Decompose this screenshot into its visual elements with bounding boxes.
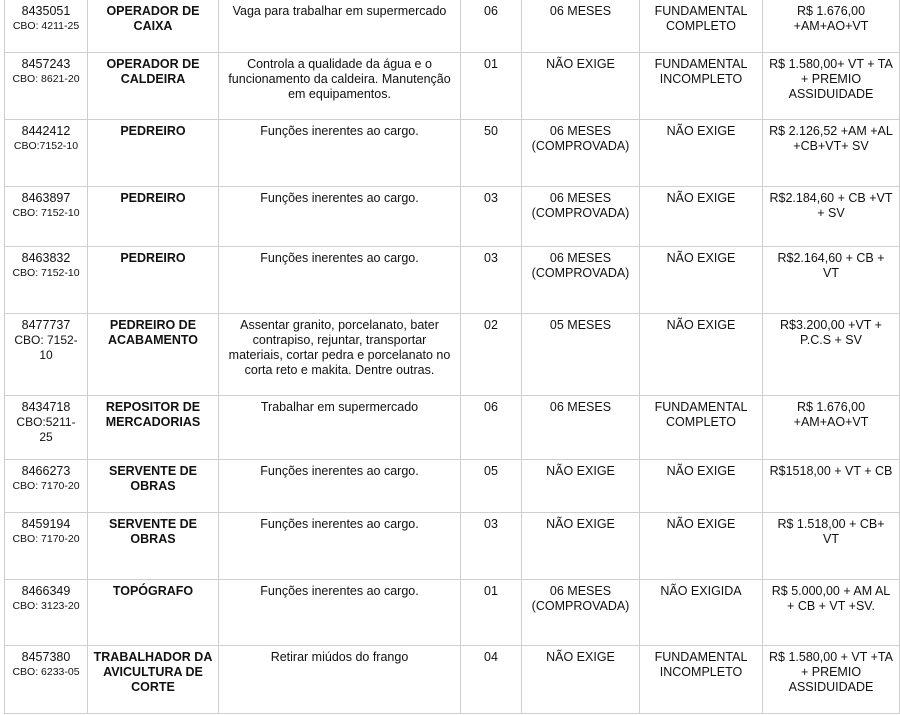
vacancy-code: 8466349 xyxy=(21,584,71,598)
job-title: SERVENTE DE OBRAS xyxy=(88,460,219,513)
education-required: FUNDAMENTAL COMPLETO xyxy=(640,396,763,460)
experience-required: 06 MESES (COMPROVADA) xyxy=(522,187,640,247)
table-row xyxy=(5,460,900,513)
vacancy-code: 8477737 xyxy=(21,318,71,332)
experience-required: 06 MESES (COMPROVADA) xyxy=(522,247,640,314)
cbo-code: CBO: 7152-10 xyxy=(12,267,80,279)
job-title: SERVENTE DE OBRAS xyxy=(88,513,219,580)
vacancy-code: 8434718 xyxy=(21,400,71,414)
table-row xyxy=(5,314,900,396)
vacancy-quantity: 04 xyxy=(461,646,522,714)
table-row xyxy=(5,396,900,460)
job-title: REPOSITOR DE MERCADORIAS xyxy=(88,396,219,460)
vacancy-code-cell xyxy=(5,187,88,247)
vacancy-code-cell xyxy=(5,120,88,187)
job-description: Funções inerentes ao cargo. xyxy=(219,247,461,314)
job-description: Assentar granito, porcelanato, bater contrapiso, rejuntar, transportar materiais, cortar pedra e porcelanato no corta reto e makita. Dentre outras. xyxy=(219,314,461,396)
job-title: OPERADOR DE CAIXA xyxy=(88,0,219,53)
table-row xyxy=(5,120,900,187)
vacancy-quantity: 06 xyxy=(461,396,522,460)
cbo-code: CBO: 4211-25 xyxy=(12,20,80,32)
vacancy-code: 8457243 xyxy=(21,57,71,71)
vacancy-quantity: 05 xyxy=(461,460,522,513)
table-row xyxy=(5,646,900,714)
vacancy-code: 8442412 xyxy=(21,124,71,138)
experience-required: NÃO EXIGE xyxy=(522,646,640,714)
vacancy-code-cell xyxy=(5,513,88,580)
job-description: Funções inerentes ao cargo. xyxy=(219,187,461,247)
education-required: NÃO EXIGIDA xyxy=(640,580,763,646)
table-row xyxy=(5,513,900,580)
vacancy-code: 8463897 xyxy=(21,191,71,205)
job-title: PEDREIRO xyxy=(88,120,219,187)
salary-benefits: R$ 1.676,00 +AM+AO+VT xyxy=(763,396,900,460)
job-description: Funções inerentes ao cargo. xyxy=(219,513,461,580)
salary-benefits: R$ 2.126,52 +AM +AL +CB+VT+ SV xyxy=(763,120,900,187)
job-title: TRABALHADOR DA AVICULTURA DE CORTE xyxy=(88,646,219,714)
education-required: NÃO EXIGE xyxy=(640,314,763,396)
cbo-code: CBO:7152-10 xyxy=(13,140,79,152)
salary-benefits: R$ 1.580,00+ VT + TA + PREMIO ASSIDUIDADE xyxy=(763,53,900,120)
cbo-code: CBO: 7170-20 xyxy=(12,533,80,545)
job-title: TOPÓGRAFO xyxy=(88,580,219,646)
vacancy-code: 8466273 xyxy=(21,464,71,478)
job-description: Funções inerentes ao cargo. xyxy=(219,580,461,646)
salary-benefits: R$2.164,60 + CB + VT xyxy=(763,247,900,314)
education-required: NÃO EXIGE xyxy=(640,187,763,247)
cbo-code: CBO: 7152-10 xyxy=(14,333,78,362)
experience-required: NÃO EXIGE xyxy=(522,460,640,513)
education-required: FUNDAMENTAL COMPLETO xyxy=(640,0,763,53)
vacancy-code-cell xyxy=(5,53,88,120)
vacancy-code-cell xyxy=(5,314,88,396)
table-row xyxy=(5,53,900,120)
vacancy-code: 8463832 xyxy=(21,251,71,265)
experience-required: 05 MESES xyxy=(522,314,640,396)
job-description: Retirar miúdos do frango xyxy=(219,646,461,714)
vacancy-quantity: 06 xyxy=(461,0,522,53)
education-required: FUNDAMENTAL INCOMPLETO xyxy=(640,53,763,120)
cbo-code: CBO: 7152-10 xyxy=(12,207,80,219)
education-required: NÃO EXIGE xyxy=(640,513,763,580)
job-description: Funções inerentes ao cargo. xyxy=(219,120,461,187)
experience-required: NÃO EXIGE xyxy=(522,513,640,580)
cbo-code: CBO: 3123-20 xyxy=(12,600,80,612)
cbo-code: CBO: 6233-05 xyxy=(12,666,80,678)
education-required: FUNDAMENTAL INCOMPLETO xyxy=(640,646,763,714)
job-description: Trabalhar em supermercado xyxy=(219,396,461,460)
job-vacancies-table xyxy=(4,0,900,714)
job-title: PEDREIRO DE ACABAMENTO xyxy=(88,314,219,396)
vacancy-code-cell xyxy=(5,247,88,314)
salary-benefits: R$ 1.676,00 +AM+AO+VT xyxy=(763,0,900,53)
vacancy-code: 8435051 xyxy=(21,4,71,18)
education-required: NÃO EXIGE xyxy=(640,460,763,513)
vacancy-quantity: 02 xyxy=(461,314,522,396)
salary-benefits: R$2.184,60 + CB +VT + SV xyxy=(763,187,900,247)
vacancy-quantity: 01 xyxy=(461,580,522,646)
job-title: OPERADOR DE CALDEIRA xyxy=(88,53,219,120)
table-row xyxy=(5,187,900,247)
table-row xyxy=(5,0,900,53)
salary-benefits: R$3.200,00 +VT + P.C.S + SV xyxy=(763,314,900,396)
experience-required: 06 MESES (COMPROVADA) xyxy=(522,580,640,646)
job-description: Funções inerentes ao cargo. xyxy=(219,460,461,513)
job-description: Controla a qualidade da água e o funcionamento da caldeira. Manutenção em equipamentos. xyxy=(219,53,461,120)
cbo-code: CBO: 7170-20 xyxy=(12,480,80,492)
vacancy-code-cell xyxy=(5,646,88,714)
job-description: Vaga para trabalhar em supermercado xyxy=(219,0,461,53)
vacancy-quantity: 50 xyxy=(461,120,522,187)
job-title: PEDREIRO xyxy=(88,247,219,314)
salary-benefits: R$ 5.000,00 + AM AL + CB + VT +SV. xyxy=(763,580,900,646)
salary-benefits: R$1518,00 + VT + CB xyxy=(763,460,900,513)
cbo-code: CBO: 8621-20 xyxy=(12,73,80,85)
experience-required: 06 MESES (COMPROVADA) xyxy=(522,120,640,187)
experience-required: 06 MESES xyxy=(522,0,640,53)
vacancy-code-cell xyxy=(5,396,88,460)
vacancy-quantity: 03 xyxy=(461,187,522,247)
table-body xyxy=(5,0,900,714)
vacancy-quantity: 03 xyxy=(461,513,522,580)
vacancy-code-cell xyxy=(5,460,88,513)
experience-required: 06 MESES xyxy=(522,396,640,460)
vacancy-code-cell xyxy=(5,0,88,53)
education-required: NÃO EXIGE xyxy=(640,120,763,187)
experience-required: NÃO EXIGE xyxy=(522,53,640,120)
vacancy-quantity: 03 xyxy=(461,247,522,314)
vacancy-code-cell xyxy=(5,580,88,646)
vacancy-quantity: 01 xyxy=(461,53,522,120)
vacancy-code: 8459194 xyxy=(21,517,71,531)
education-required: NÃO EXIGE xyxy=(640,247,763,314)
salary-benefits: R$ 1.580,00 + VT +TA + PREMIO ASSIDUIDADE xyxy=(763,646,900,714)
vacancy-code: 8457380 xyxy=(21,650,71,664)
salary-benefits: R$ 1.518,00 + CB+ VT xyxy=(763,513,900,580)
job-title: PEDREIRO xyxy=(88,187,219,247)
table-row xyxy=(5,247,900,314)
cbo-code: CBO:5211-25 xyxy=(16,415,76,444)
table-row xyxy=(5,580,900,646)
